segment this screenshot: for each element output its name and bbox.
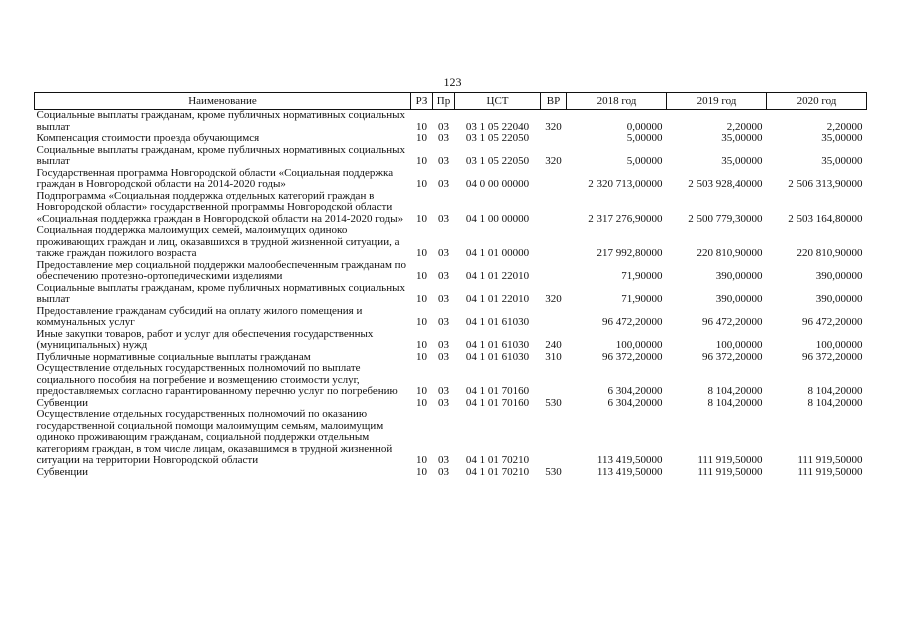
cell-pr: 03 bbox=[438, 396, 449, 409]
cell-cst: 04 1 01 22010 bbox=[465, 293, 530, 305]
cell-rz: 10 bbox=[416, 178, 427, 190]
cell-name: Социальные выплаты гражданам, кроме публичных нормативных социальных выплат bbox=[36, 143, 405, 167]
cell-vr bbox=[541, 363, 567, 398]
cell-2018: 71,90000 bbox=[621, 293, 663, 305]
cell-2018: 2 317 276,90000 bbox=[588, 212, 663, 225]
cell-pr: 03 bbox=[438, 178, 449, 190]
cell-2020: 8 104,20000 bbox=[807, 396, 863, 409]
header-2018: 2018 год bbox=[567, 93, 667, 110]
cell-rz: 10 bbox=[416, 465, 427, 478]
table-body bbox=[35, 110, 867, 479]
cell-cst: 04 1 01 61030 bbox=[465, 316, 530, 328]
cell-pr: 03 bbox=[438, 316, 449, 328]
cell-2018: 2 320 713,00000 bbox=[588, 178, 663, 190]
cell-pr: 03 bbox=[438, 155, 449, 167]
cell-2018: 0,00000 bbox=[626, 120, 663, 133]
cell-2020: 390,00000 bbox=[815, 270, 863, 282]
cell-pr: 03 bbox=[438, 120, 449, 133]
cell-vr bbox=[541, 225, 567, 260]
cell-name: Компенсация стоимости проезда обучающимся bbox=[36, 132, 260, 144]
cell-rz: 10 bbox=[416, 155, 427, 167]
cell-2018: 96 472,20000 bbox=[602, 316, 663, 328]
cell-2019: 35,00000 bbox=[721, 132, 763, 144]
cell-vr: 320 bbox=[545, 293, 562, 305]
cell-cst: 04 1 01 70210 bbox=[465, 454, 530, 466]
cell-cst: 04 1 01 61030 bbox=[465, 350, 530, 363]
header-name: Наименование bbox=[35, 93, 411, 110]
cell-2019: 220 810,90000 bbox=[696, 247, 763, 259]
cell-pr: 03 bbox=[438, 339, 449, 351]
cell-rz: 10 bbox=[416, 293, 427, 305]
table-row bbox=[35, 329, 867, 352]
table-row bbox=[35, 260, 867, 283]
cell-vr bbox=[541, 306, 567, 329]
cell-rz: 10 bbox=[416, 316, 427, 328]
cell-pr: 03 bbox=[438, 293, 449, 305]
table-header-row bbox=[35, 93, 867, 110]
cell-vr: 530 bbox=[545, 396, 562, 409]
cell-2020: 100,00000 bbox=[815, 339, 863, 351]
cell-2019: 2 503 928,40000 bbox=[688, 178, 763, 190]
cell-rz: 10 bbox=[416, 212, 427, 225]
cell-pr: 03 bbox=[438, 465, 449, 478]
cell-2019: 8 104,20000 bbox=[707, 385, 763, 397]
cell-2020: 35,00000 bbox=[821, 132, 863, 144]
table-row bbox=[35, 145, 867, 168]
cell-2019: 96 472,20000 bbox=[702, 316, 763, 328]
cell-2019: 96 372,20000 bbox=[702, 350, 763, 363]
cell-2018: 5,00000 bbox=[626, 132, 663, 144]
cell-vr: 240 bbox=[545, 339, 562, 351]
cell-2018: 217 992,80000 bbox=[596, 247, 663, 259]
cell-vr: 320 bbox=[545, 120, 562, 133]
cell-name: Предоставление гражданам субсидий на оплату жилого помещения и коммунальных услуг bbox=[36, 304, 363, 328]
cell-name: Государственная программа Новгородской области «Социальная поддержка граждан в Новгородской области на 2014-2020 годы» bbox=[36, 166, 394, 190]
cell-2018: 113 419,50000 bbox=[596, 465, 663, 478]
cell-pr: 03 bbox=[438, 247, 449, 259]
cell-2020: 2,20000 bbox=[826, 120, 863, 133]
cell-vr bbox=[541, 260, 567, 283]
cell-pr: 03 bbox=[438, 385, 449, 397]
cell-cst: 04 1 01 70160 bbox=[465, 385, 530, 397]
cell-name: Осуществление отдельных государственных полномочий по оказанию государственной социальной помощи малоимущим семьям, малоимущим одиноко проживающим гражданам, социальной поддержки отдельным категориям граждан, в том числе лицам, оказавшимся в трудной жизненной ситуации на территории Новгородской области bbox=[36, 408, 393, 466]
table-row bbox=[35, 191, 867, 226]
cell-name: Социальная поддержка малоимущих семей, малоимущих одиноко проживающих граждан и лиц, оказавшихся в трудной жизненной ситуации, а также граждан пожилого возраста bbox=[36, 224, 400, 259]
cell-cst: 04 1 01 00000 bbox=[465, 247, 530, 259]
header-rz: РЗ bbox=[411, 93, 433, 110]
cell-2020: 390,00000 bbox=[815, 293, 863, 305]
cell-rz: 10 bbox=[416, 396, 427, 409]
cell-name: Иные закупки товаров, работ и услуг для обеспечения государственных (муниципальных) нужд bbox=[36, 327, 374, 351]
cell-name: Социальные выплаты гражданам, кроме публичных нормативных социальных выплат bbox=[36, 109, 405, 133]
cell-2020: 8 104,20000 bbox=[807, 385, 863, 397]
cell-2019: 111 919,50000 bbox=[697, 454, 763, 466]
cell-2018: 113 419,50000 bbox=[596, 454, 663, 466]
cell-pr: 03 bbox=[438, 212, 449, 225]
cell-2018: 100,00000 bbox=[615, 339, 663, 351]
cell-rz: 10 bbox=[416, 454, 427, 466]
cell-2019: 35,00000 bbox=[721, 155, 763, 167]
cell-rz: 10 bbox=[416, 339, 427, 351]
table-row bbox=[35, 467, 867, 479]
table-row bbox=[35, 225, 867, 260]
cell-rz: 10 bbox=[416, 350, 427, 363]
cell-vr bbox=[541, 133, 567, 145]
cell-name: Публичные нормативные социальные выплаты гражданам bbox=[36, 350, 311, 363]
cell-name: Субвенции bbox=[36, 465, 89, 478]
cell-cst: 04 1 00 00000 bbox=[465, 212, 530, 225]
cell-cst: 04 1 01 70210 bbox=[465, 465, 530, 478]
cell-rz: 10 bbox=[416, 385, 427, 397]
cell-cst: 03 1 05 22040 bbox=[465, 120, 530, 133]
cell-2020: 96 472,20000 bbox=[802, 316, 863, 328]
cell-2020: 35,00000 bbox=[821, 155, 863, 167]
table-row bbox=[35, 110, 867, 134]
header-2020: 2020 год bbox=[767, 93, 867, 110]
cell-2018: 5,00000 bbox=[626, 155, 663, 167]
table-row bbox=[35, 168, 867, 191]
cell-2019: 390,00000 bbox=[715, 293, 763, 305]
cell-2018: 6 304,20000 bbox=[607, 396, 663, 409]
cell-vr: 310 bbox=[545, 350, 562, 363]
cell-name: Социальные выплаты гражданам, кроме публичных нормативных социальных выплат bbox=[36, 281, 405, 305]
header-2019: 2019 год bbox=[667, 93, 767, 110]
cell-vr bbox=[541, 409, 567, 467]
cell-pr: 03 bbox=[438, 132, 449, 144]
cell-2019: 111 919,50000 bbox=[697, 465, 763, 478]
cell-2020: 220 810,90000 bbox=[796, 247, 863, 259]
cell-name: Осуществление отдельных государственных полномочий по выплате социального пособия на погребение и возмещению стоимости услуг, предоставляемых согласно гарантированному перечню услуг по погребению bbox=[36, 362, 398, 397]
cell-2019: 100,00000 bbox=[715, 339, 763, 351]
cell-cst: 03 1 05 22050 bbox=[465, 155, 530, 167]
cell-name: Субвенции bbox=[36, 396, 89, 409]
cell-pr: 03 bbox=[438, 350, 449, 363]
table-row bbox=[35, 363, 867, 398]
table-row bbox=[35, 133, 867, 145]
cell-2019: 8 104,20000 bbox=[707, 396, 763, 409]
table-row bbox=[35, 283, 867, 306]
cell-rz: 10 bbox=[416, 247, 427, 259]
cell-rz: 10 bbox=[416, 270, 427, 282]
header-pr: Пр bbox=[433, 93, 455, 110]
budget-table bbox=[34, 92, 867, 478]
cell-2019: 2 500 779,30000 bbox=[688, 212, 763, 225]
cell-cst: 03 1 05 22050 bbox=[465, 132, 530, 144]
cell-2018: 96 372,20000 bbox=[602, 350, 663, 363]
page-number: 123 bbox=[443, 75, 462, 89]
cell-rz: 10 bbox=[416, 120, 427, 133]
cell-cst: 04 1 01 61030 bbox=[465, 339, 530, 351]
cell-2020: 111 919,50000 bbox=[797, 465, 863, 478]
header-cst: ЦСТ bbox=[455, 93, 541, 110]
cell-2020: 2 503 164,80000 bbox=[788, 212, 863, 225]
cell-cst: 04 0 00 00000 bbox=[465, 178, 530, 190]
cell-cst: 04 1 01 22010 bbox=[465, 270, 530, 282]
cell-vr: 530 bbox=[545, 465, 562, 478]
cell-pr: 03 bbox=[438, 454, 449, 466]
cell-2019: 390,00000 bbox=[715, 270, 763, 282]
cell-name: Подпрограмма «Социальная поддержка отдельных категорий граждан в Новгородской области» государственной программы Новгородской области «Социальная поддержка граждан в Новгородской области на 2014-2020 годы» bbox=[36, 189, 404, 225]
cell-2019: 2,20000 bbox=[726, 120, 763, 133]
cell-2020: 96 372,20000 bbox=[802, 350, 863, 363]
cell-2020: 111 919,50000 bbox=[797, 454, 863, 466]
header-vr: ВР bbox=[541, 93, 567, 110]
cell-vr: 320 bbox=[545, 155, 562, 167]
cell-pr: 03 bbox=[438, 270, 449, 282]
cell-name: Предоставление мер социальной поддержки малообеспеченным гражданам по обеспечению протезно-ортопедическими изделиями bbox=[36, 258, 407, 282]
cell-2018: 71,90000 bbox=[621, 270, 663, 282]
cell-rz: 10 bbox=[416, 132, 427, 144]
cell-vr bbox=[541, 191, 567, 226]
cell-2020: 2 506 313,90000 bbox=[788, 178, 863, 190]
cell-vr bbox=[541, 168, 567, 191]
table-row bbox=[35, 409, 867, 467]
cell-2018: 6 304,20000 bbox=[607, 385, 663, 397]
cell-cst: 04 1 01 70160 bbox=[465, 396, 530, 409]
table-row bbox=[35, 306, 867, 329]
